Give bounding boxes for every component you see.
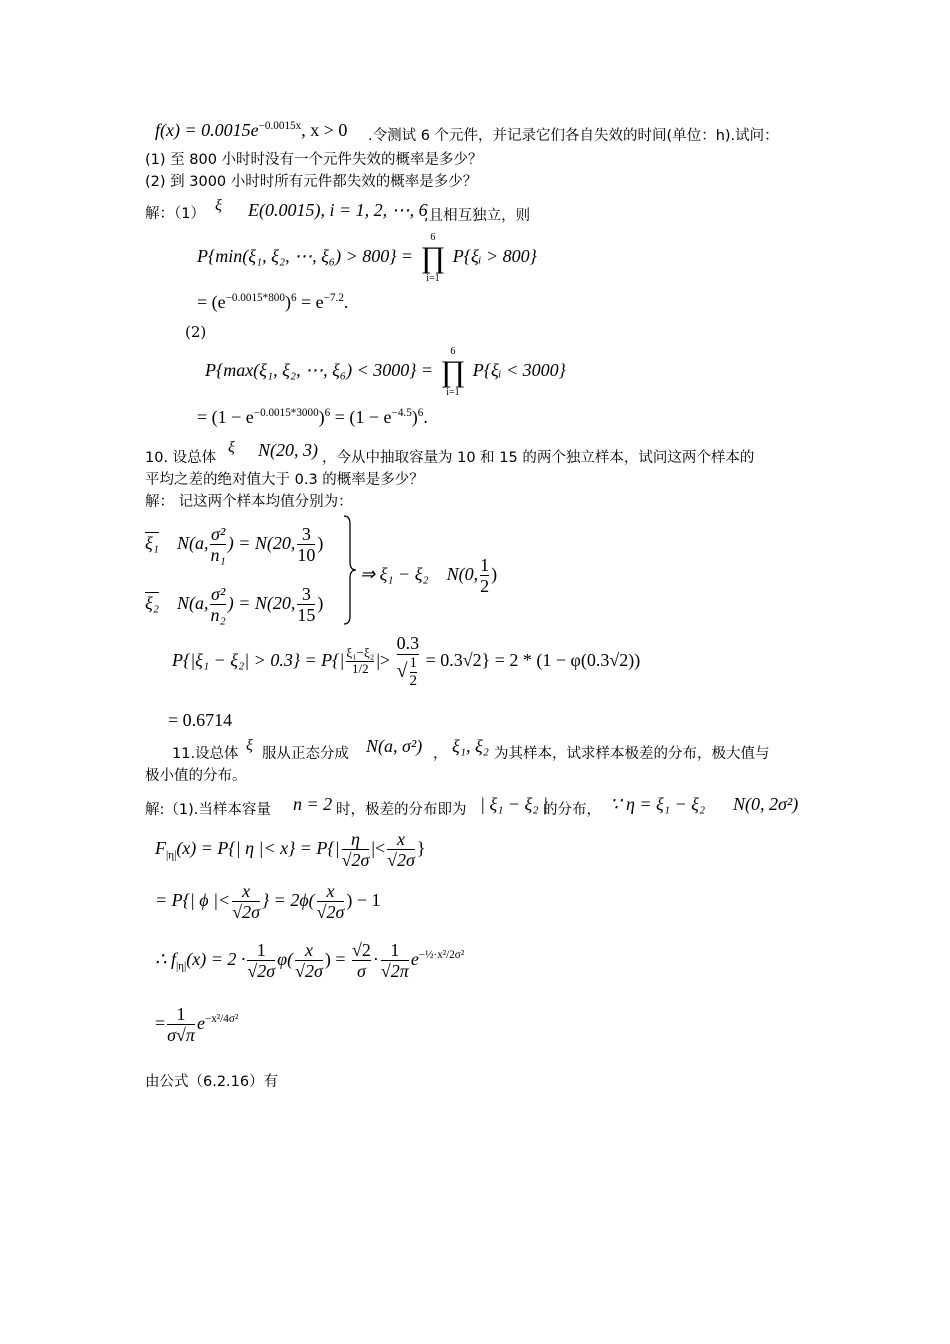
problem10-solution: 解： 记这两个样本均值分别为： [145, 494, 353, 510]
independence-text: ,且相互独立，则 [424, 208, 531, 224]
problem10-text-2: 平均之差的绝对值大于 0.3 的概率是多少？ [145, 472, 424, 488]
problem11-label: 11.设总体 [172, 746, 239, 762]
problem11-text-b: 为其样本，试求样本极差的分布，极大值与 [494, 746, 770, 762]
formula-reference: 由公式（6.2.16）有 [145, 1074, 279, 1090]
problem11-solution-c: 的分布， [543, 802, 601, 818]
product-symbol: 6 ∏ i=1 [420, 232, 446, 284]
result-0-6714: = 0.6714 [168, 710, 233, 730]
eq1-rhs: P{ξᵢ > 800} [452, 246, 537, 267]
product-symbol-2: 6 ∏ i=1 [440, 346, 466, 398]
equation-cdf: $F_{|\eta|}(x) = P\{|$ η |< x} = P{| $\frac{\eta}{√2\sigma}$ |< $\frac{x}{√2\sigma}$ } [155, 828, 426, 871]
exp-distribution: E(0.0015), i = 1, 2, ⋯, 6 [248, 200, 428, 220]
problem11-text-a: 服从正态分成 [262, 746, 349, 762]
problem11-solution-b: 时，极差的分布即为 [336, 802, 467, 818]
difference-distribution: ⇒ ξ₁ − ξ₂ N(0, $\frac{1}{2}$ ) [360, 554, 498, 597]
pdf-exponent: −0.0015x [258, 120, 302, 132]
n-equals-2: n = 2 [293, 794, 333, 814]
pdf-condition: , x > 0 [301, 120, 348, 140]
normal-0-2sigma: N(0, 2σ²) [733, 794, 799, 814]
problem11-text-c: 极小值的分布。 [145, 768, 247, 784]
pdf-formula [155, 118, 347, 142]
xi-i: ξ [215, 197, 222, 214]
xi-symbol-11: ξ [246, 737, 253, 754]
equation-min [197, 232, 537, 284]
normal-a-sigma: N(a, σ²) [366, 736, 423, 756]
equation-max: P{max(ξ₁, ξ₂, ⋯, ξ₆) < 3000} = 6 ∏ i=1 P{ξᵢ < 3000} [205, 346, 566, 398]
sample-mean-2: ξ₂ N(a, $\frac{\text{σ²}}{\text{n₂}}$ ) = N(20, $\frac{3}{15}$ ) [145, 583, 324, 626]
problem10-text: ，今从中抽取容量为 10 和 15 的两个独立样本，试问这两个样本的 [322, 450, 755, 466]
problem10-label: 10. 设总体 [145, 450, 217, 466]
equation-min-result: = $(e^{-0.0015*800})^6 = e^{-7.2}$. [197, 292, 349, 312]
part-2-label: (2) [185, 323, 207, 341]
sample-xi12: ξ₁, ξ₂ [452, 736, 489, 756]
equation-pdf: ∴ $f_{|\eta|}(x) = 2$ · $\frac{1}{√2\sigma}$ φ( $\frac{x}{√2\sigma}$ ) = $\frac{√2}{\sigma}$ · $\frac{1}{√2\pi}$ $e^{-\frac{1}{2}\cdot x^2/2\sigma^2}$ [155, 939, 465, 982]
equation-cdf-2: = P{| ϕ |< $\frac{x}{√2\sigma}$ } = 2ϕ( $\frac{x}{√2\sigma}$ ) − 1 [155, 880, 381, 923]
pdf-expr: f(x) = 0.0015e [155, 120, 259, 140]
question-1: (1) 至 800 小时时没有一个元件失效的概率是多少？ [145, 152, 483, 168]
normal-20-3: N(20, 3) [258, 440, 318, 460]
comma: ， [433, 746, 448, 762]
sample-mean-1: ξ₁ N(a, $\frac{\text{σ²}}{\text{n₁}}$ ) = N(20, $\frac{3}{10}$ ) [145, 523, 324, 566]
right-brace [340, 514, 360, 626]
question-2: (2) 到 3000 小时时所有元件都失效的概率是多少？ [145, 174, 478, 190]
eta-definition: ∵ η = ξ₁ − ξ₂ [610, 794, 706, 814]
equation-pdf-result: = $\frac{1}{\sigma√\pi}$ $e^{-x^2/4\sigma^2}$ [155, 1003, 239, 1046]
solution-label: 解：（1） [145, 206, 205, 222]
equation-prob-diff: P{|ξ₁ − ξ₂| > 0.3} = P{| $\frac{\text{ξ₁−ξ₂}}{1/2}$ |> 0.3 √ $\frac{1}{2}$ = 0.3√2} = 2 * (1 − φ(0.3√2)) [172, 633, 641, 690]
xi-symbol: ξ [228, 439, 235, 456]
problem11-solution-a: 解:（1).当样本容量 [145, 802, 271, 818]
eq1-lhs: P{min(ξ₁, ξ₂, ⋯, ξ₆) > 800} = [197, 246, 414, 267]
equation-max-result: = $(1 - e^{-0.0015*3000})^6 = (1 - e^{-4.5})^6$. [197, 407, 428, 427]
problem9-text: .令测试 6 个元件，并记录它们各自失效的时间(单位：h).试问： [368, 128, 779, 144]
abs-difference: | ξ₁ − ξ₂ | [480, 794, 548, 814]
